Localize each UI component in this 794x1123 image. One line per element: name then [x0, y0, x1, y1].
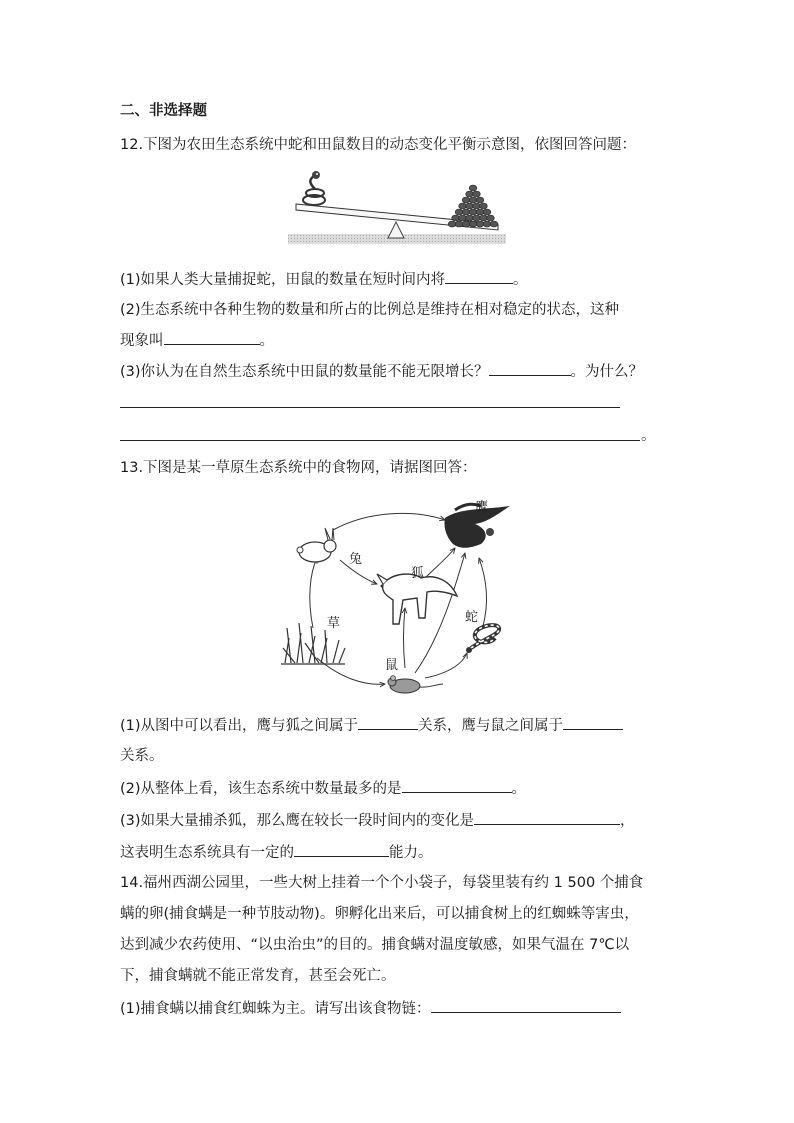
mouse-mark [452, 215, 460, 221]
rabbit-icon [297, 528, 336, 562]
q12-p2-line2 [120, 330, 274, 351]
q13-p3-answer-blank-1[interactable] [474, 810, 620, 825]
grass-label: 草 [327, 616, 341, 631]
mouse-mark [476, 209, 484, 215]
q13-p3-end: 能力。 [389, 845, 433, 861]
q13-p2 [120, 778, 526, 799]
q12-p1-text: (1)如果人类大量捕捉蛇，田鼠的数量在短时间内将 [120, 272, 446, 288]
q12-p1-end: 。 [513, 272, 528, 288]
mouse-mark [473, 191, 481, 197]
mouse-mark [469, 185, 477, 191]
q14-p1-answer-blank[interactable] [431, 998, 621, 1013]
mouse-mark [473, 203, 481, 209]
mice-pile-icon [448, 185, 498, 227]
mouse-mark [466, 191, 474, 197]
q12-p3 [120, 361, 643, 382]
fox-label: 狐 [411, 566, 425, 581]
mouse-mark [469, 197, 477, 203]
q14-line4: 下，捕食螨就不能正常发育，甚至会死亡。 [120, 968, 396, 984]
q12-p3-text: (3)你认为在自然生态系统中田鼠的数量能不能无限增长？ [120, 364, 489, 380]
mouse-mark [466, 215, 474, 221]
mouse-mark [462, 197, 470, 203]
q13-p2-answer-blank[interactable] [402, 778, 512, 793]
mouse-mark [462, 221, 470, 227]
q13-p1 [120, 715, 623, 736]
q12-p1 [120, 269, 528, 290]
mouse-mark [473, 215, 481, 221]
q13-p1-text-a: (1)从图中可以看出，鹰与狐之间属于 [120, 718, 359, 734]
arrow-rabbit-to-hawk [333, 513, 445, 530]
q14-line2: 螨的卵(捕食螨是一种节肢动物)。卵孵化出来后，可以捕食树上的红蜘蛛等害虫， [120, 906, 639, 922]
q13-p2-end: 。 [511, 781, 527, 797]
mouse-mark [483, 209, 491, 215]
mouse-label: 鼠 [385, 658, 399, 673]
q14-line3: 达到减少农药使用、“以虫治虫”的目的。捕食螨对温度敏感，如果气温在 7℃以 [120, 937, 630, 953]
snake-icon [466, 625, 499, 653]
mouse-mark [455, 221, 463, 227]
mouse-mark [476, 221, 484, 227]
q13-p3-answer-blank-2[interactable] [294, 842, 389, 857]
mouse-mark [462, 209, 470, 215]
q12-p3-end: 。 [641, 428, 656, 444]
q14-p1-text: (1)捕食螨以捕食红蜘蛛为主。请写出该食物链： [120, 1001, 431, 1017]
food-web-diagram [275, 488, 525, 700]
q14-line1: 14.福州西湖公园里，一些大树上挂着一个个小袋子，每袋里装有约 1 500 个捕食 [120, 875, 644, 891]
section-heading: 二、非选择题 [120, 103, 207, 119]
seesaw-figure [288, 166, 506, 246]
rabbit-label: 兔 [349, 552, 363, 567]
q12-p1-answer-blank[interactable] [445, 269, 513, 284]
fulcrum [388, 222, 404, 238]
q13-p1-answer-blank-2[interactable] [563, 715, 623, 730]
q12-p2-line1: (2)生态系统中各种生物的数量和所占的比例总是维持在相对稳定的状态，这种 [120, 302, 620, 318]
arrow-grass-to-rabbit [310, 558, 317, 628]
arrow-mouse-to-snake [425, 653, 467, 678]
mouse-mark [480, 215, 488, 221]
food-web-figure [275, 488, 525, 700]
snake-label: 蛇 [465, 610, 479, 625]
mouse-mark [483, 221, 491, 227]
q13-stem: 13.下图是某一草原生态系统中的食物网，请据图回答： [120, 460, 477, 476]
mouse-mark [487, 215, 495, 221]
q12-p2-end: 。 [259, 333, 274, 349]
arrow-mouse-to-fox [404, 608, 406, 668]
q12-stem: 12.下图为农田生态系统中蛇和田鼠数目的动态变化平衡示意图，依图回答问题： [120, 137, 637, 153]
q12-p3-why: 。为什么？ [570, 364, 644, 380]
q13-p1-text-b: 关系，鹰与鼠之间属于 [418, 718, 564, 734]
q13-p1-line2: 关系。 [120, 748, 164, 764]
mouse-mark [480, 203, 488, 209]
q12-p2-answer-blank[interactable] [164, 330, 260, 345]
mouse-mark [466, 203, 474, 209]
q13-p1-answer-blank-1[interactable] [358, 715, 418, 730]
mouse-mark [459, 215, 467, 221]
mouse-mark [469, 209, 477, 215]
mouse-mark [455, 209, 463, 215]
mouse-mark [448, 221, 456, 227]
q13-p3-comma: ， [620, 813, 635, 829]
q13-p3-text-a: (3)如果大量捕杀狐，那么鹰在较长一段时间内的变化是 [120, 813, 475, 829]
q13-p3-line1 [120, 810, 635, 831]
mouse-mark [476, 197, 484, 203]
q13-p3-line2 [120, 842, 433, 863]
mouse-icon [388, 676, 443, 693]
q12-p3-answer-blank[interactable] [489, 361, 571, 376]
fox-icon [377, 574, 457, 624]
mouse-mark [459, 203, 467, 209]
arrow-snake-to-hawk [479, 558, 486, 626]
q13-p2-text: (2)从整体上看，该生态系统中数量最多的是 [120, 781, 402, 797]
q12-p2-text: 现象叫 [120, 333, 164, 349]
q13-p3-text-b: 这表明生态系统具有一定的 [120, 845, 294, 861]
arrow-fox-to-hawk [423, 548, 455, 580]
snake-icon [303, 171, 325, 205]
mouse-mark [490, 221, 498, 227]
hawk-label: 鹰 [475, 500, 489, 515]
q12-p3-answer-line2[interactable] [120, 440, 640, 441]
mouse-mark [469, 221, 477, 227]
q14-p1 [120, 998, 621, 1019]
q12-p3-answer-line1[interactable] [120, 407, 620, 408]
